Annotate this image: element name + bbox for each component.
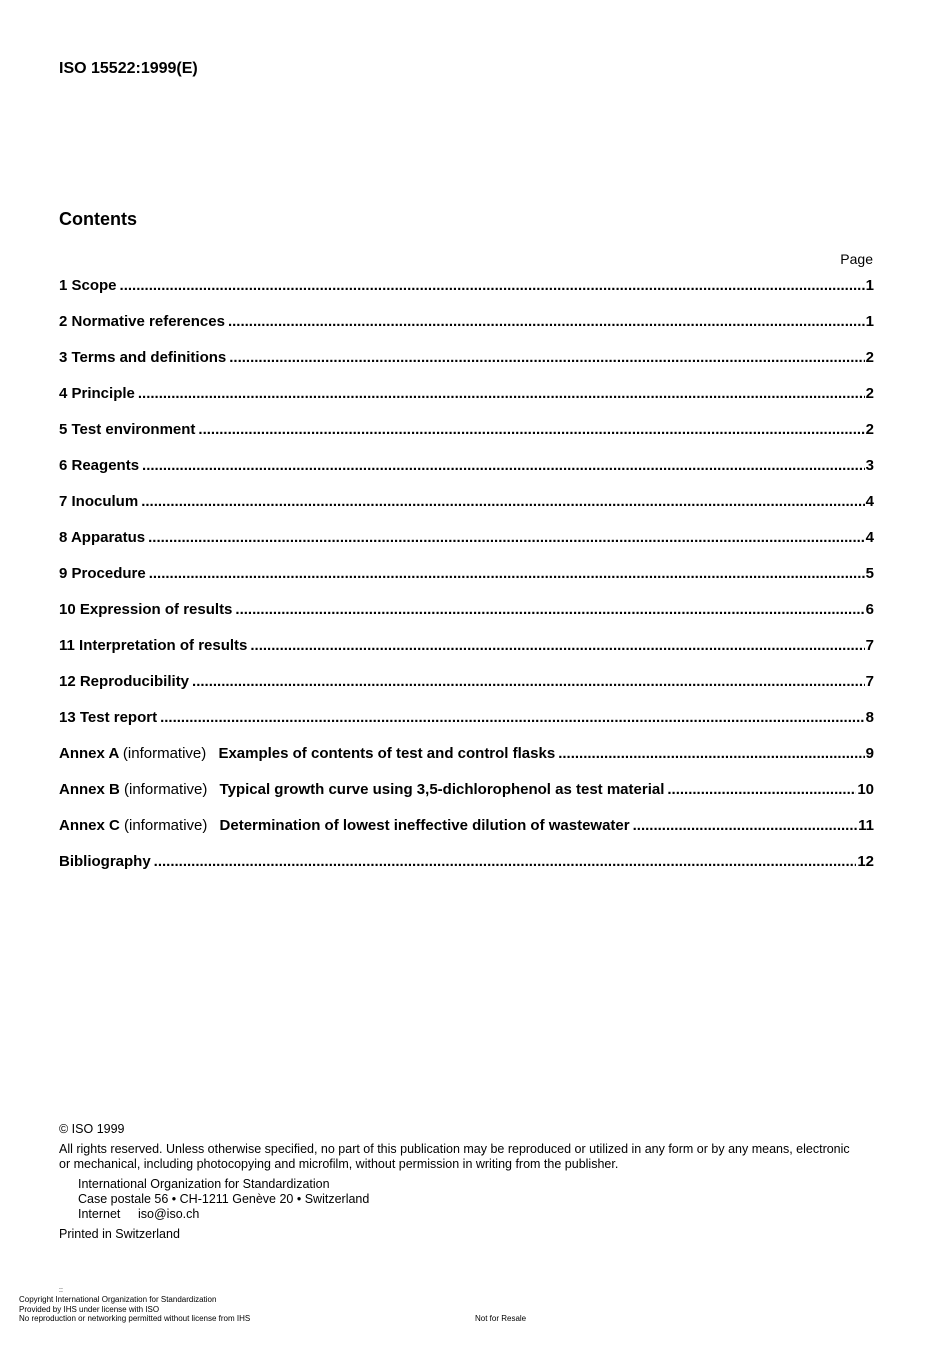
toc-entry-title: 7 Inoculum — [59, 493, 139, 510]
dot-leader — [142, 457, 865, 474]
document-id: ISO 15522:1999(E) — [59, 60, 198, 77]
toc-entry-bibliography[interactable] — [59, 853, 874, 889]
rights-statement — [59, 1142, 879, 1172]
toc-entry-interpretation-of-results[interactable] — [59, 637, 874, 673]
toc-entry-page: 2 — [865, 421, 874, 438]
dot-leader — [633, 817, 858, 834]
copyright-block — [59, 1122, 879, 1242]
toc-entry-page: 10 — [857, 781, 874, 798]
dot-leader — [235, 601, 864, 618]
dot-leader — [141, 493, 864, 510]
dot-leader — [154, 853, 857, 870]
toc-entry-page: 9 — [865, 745, 874, 762]
annex-label: Annex B — [59, 781, 120, 798]
table-of-contents — [59, 277, 874, 889]
toc-entry-title: 6 Reagents — [59, 457, 140, 474]
annex-title: Examples of contents of test and control flasks — [218, 745, 556, 762]
annex-title: Determination of lowest ineffective dilution of wastewater — [219, 817, 630, 834]
toc-entry-apparatus[interactable] — [59, 529, 874, 565]
toc-entry-expression-of-results[interactable] — [59, 601, 874, 637]
dot-leader — [250, 637, 864, 654]
dot-leader — [229, 349, 864, 366]
toc-entry-page: 1 — [865, 277, 874, 294]
license-line: Copyright International Organization for Standardization — [19, 1295, 217, 1304]
dot-leader — [228, 313, 865, 330]
toc-entry-reproducibility[interactable] — [59, 673, 874, 709]
page-column-label: Page — [840, 251, 873, 267]
toc-entry-page: 8 — [865, 709, 874, 726]
toc-entry-title: 1 Scope — [59, 277, 117, 294]
toc-entry-page: 3 — [865, 457, 874, 474]
toc-entry-title: 5 Test environment — [59, 421, 196, 438]
publisher-address — [59, 1177, 879, 1222]
toc-entry-title: 3 Terms and definitions — [59, 349, 227, 366]
copyright-notice: © ISO 1999 — [59, 1122, 125, 1136]
dot-leader — [558, 745, 864, 762]
email-link[interactable]: iso@iso.ch — [138, 1207, 200, 1221]
toc-entry-terms-and-definitions[interactable] — [59, 349, 874, 385]
internet-contact — [78, 1207, 879, 1222]
dot-leader — [192, 673, 865, 690]
toc-entry-normative-references[interactable] — [59, 313, 874, 349]
toc-entry-page: 7 — [865, 637, 874, 654]
toc-entry-title — [59, 781, 664, 798]
toc-entry-title — [59, 745, 555, 762]
toc-entry-page: 1 — [865, 313, 874, 330]
rights-line: All rights reserved. Unless otherwise specified, no part of this publication may be reproduced or utilized in any form or by any means, electronic — [59, 1142, 850, 1156]
internet-label: Internet — [78, 1207, 121, 1221]
not-for-resale-notice: Not for Resale — [475, 1314, 527, 1323]
license-notice — [19, 1295, 250, 1324]
toc-entry-page: 6 — [865, 601, 874, 618]
toc-entry-page: 5 — [865, 565, 874, 582]
contents-heading: Contents — [59, 209, 137, 229]
toc-entry-page: 4 — [865, 529, 874, 546]
toc-entry-title: Bibliography — [59, 853, 151, 870]
dot-leader — [198, 421, 864, 438]
toc-entry-title: 11 Interpretation of results — [59, 637, 248, 654]
license-line: Provided by IHS under license with ISO — [19, 1304, 160, 1314]
toc-entry-page: 11 — [858, 817, 874, 834]
annex-title: Typical growth curve using 3,5-dichlorophenol as test material — [219, 781, 665, 798]
annex-type: (informative) — [124, 817, 208, 834]
postal-address: Case postale 56 • CH-1211 Genève 20 • Switzerland — [78, 1192, 370, 1206]
toc-entry-page: 12 — [857, 853, 874, 870]
toc-entry-title: 8 Apparatus — [59, 529, 146, 546]
toc-entry-test-environment[interactable] — [59, 421, 874, 457]
toc-entry-page: 2 — [865, 385, 874, 402]
annex-label: Annex C — [59, 817, 120, 834]
toc-entry-title: 10 Expression of results — [59, 601, 233, 618]
toc-entry-procedure[interactable] — [59, 565, 874, 601]
toc-entry-annex-a[interactable] — [59, 745, 874, 781]
toc-entry-title — [59, 817, 630, 834]
toc-entry-page: 2 — [865, 349, 874, 366]
toc-entry-page: 4 — [865, 493, 874, 510]
organization-name: International Organization for Standardization — [78, 1177, 330, 1191]
toc-entry-title: 9 Procedure — [59, 565, 146, 582]
toc-entry-test-report[interactable] — [59, 709, 874, 745]
dot-leader — [148, 529, 865, 546]
toc-entry-reagents[interactable] — [59, 457, 874, 493]
toc-entry-title: 4 Principle — [59, 385, 135, 402]
annex-type: (informative) — [122, 745, 207, 762]
toc-entry-title: 12 Reproducibility — [59, 673, 190, 690]
toc-entry-annex-c[interactable] — [59, 817, 874, 853]
license-line: No reproduction or networking permitted without license from IHS — [19, 1314, 251, 1323]
dot-leader — [667, 781, 856, 798]
toc-entry-principle[interactable] — [59, 385, 874, 421]
toc-entry-annex-b[interactable] — [59, 781, 874, 817]
rights-line: or mechanical, including photocopying and microfilm, without permission in writing from the publisher. — [59, 1157, 619, 1171]
toc-entry-scope[interactable] — [59, 277, 874, 313]
dot-leader — [149, 565, 865, 582]
printed-location: Printed in Switzerland — [59, 1227, 180, 1241]
toc-entry-inoculum[interactable] — [59, 493, 874, 529]
annex-type: (informative) — [124, 781, 208, 798]
toc-entry-page: 7 — [865, 673, 874, 690]
marker-dots: :: — [59, 1287, 63, 1294]
dot-leader — [138, 385, 865, 402]
dot-leader — [160, 709, 865, 726]
toc-entry-title: 13 Test report — [59, 709, 158, 726]
toc-entry-title: 2 Normative references — [59, 313, 225, 330]
dot-leader — [120, 277, 865, 294]
annex-label: Annex A — [59, 745, 119, 762]
